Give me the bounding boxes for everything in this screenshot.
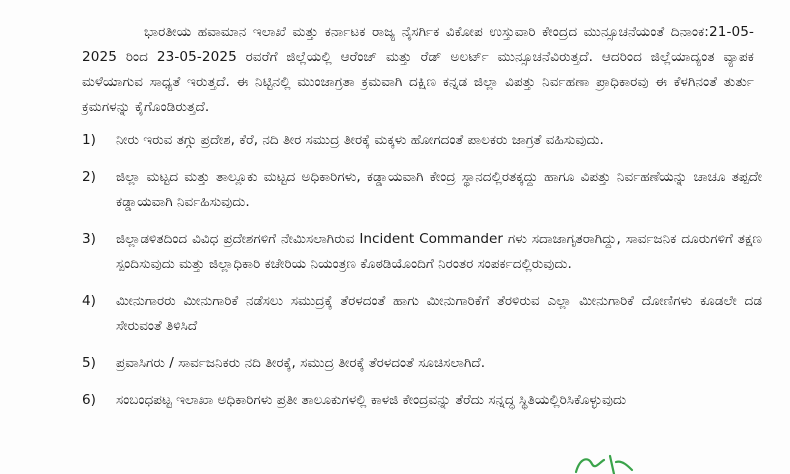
list-item-text: ನೀರು ಇರುವ ತಗ್ಗು ಪ್ರದೇಶ, ಕೆರೆ, ನದಿ ತೀರ ಸಮುದ್ರ ತೀರಕ್ಕೆ ಮಕ್ಕಳು ಹೋಗದಂತೆ ಪಾಲಕರು ಜಾಗ್ರತೆ ವಹಿಸುವುದು.: [116, 132, 604, 148]
list-item-text: ಪ್ರವಾಸಿಗರು / ಸಾರ್ವಜನಿಕರು ನದಿ ತೀರಕ್ಕೆ, ಸಮುದ್ರ ತೀರಕ್ಕೆ ತೆರಳದಂತೆ ಸೂಚಿಸಲಾಗಿದೆ.: [116, 355, 486, 371]
list-item: [82, 351, 762, 376]
list-item: [82, 289, 762, 339]
list-item: [82, 388, 762, 413]
list-item: [82, 165, 762, 215]
list-item: [82, 227, 762, 277]
list-item-number: 2): [82, 169, 96, 185]
list-item: [82, 128, 762, 153]
list-item-number: 3): [82, 231, 96, 247]
list-item-number: 6): [82, 392, 96, 408]
list-item-number: 4): [82, 293, 96, 309]
list-item-text: ಸಂಬಂಧಪಟ್ಟ ಇಲಾಖಾ ಅಧಿಕಾರಿಗಳು ಪ್ರತೀ ತಾಲೂಕುಗಳಲ್ಲಿ ಕಾಳಜಿ ಕೇಂದ್ರವನ್ನು ತೆರೆದು ಸನ್ನದ್ಧ ಸ್ಥಿತಿಯಲ್ಲಿರಿಸಿಕೊಳ್ಳುವುದು: [116, 392, 627, 408]
signature-mark: [570, 452, 640, 474]
action-list: [82, 128, 762, 425]
list-item-text: ಮೀನುಗಾರರು ಮೀನುಗಾರಿಕೆ ನಡೆಸಲು ಸಮುದ್ರಕ್ಕೆ ತೆರಳದಂತೆ ಹಾಗು ಮೀನುಗಾರಿಕೆಗೆ ತೆರಳಿರುವ ಎಲ್ಲಾ ಮೀನುಗಾರಿಕೆ ದೋಣಿಗಳು ಕೂಡಲೇ ದಡ ಸೇರುವಂತೆ ತಿಳಿಸಿದೆ: [116, 293, 762, 334]
intro-paragraph: ಭಾರತೀಯ ಹವಾಮಾನ ಇಲಾಖೆ ಮತ್ತು ಕರ್ನಾಟಕ ರಾಜ್ಯ ನೈಸರ್ಗಿಕ ವಿಕೋಪ ಉಸ್ತುವಾರಿ ಕೇಂದ್ರದ ಮುನ್ಸೂಚನೆಯಂತೆ ದಿನಾಂಕ:21-05-2025 ರಿಂದ 23-05-2025 ರವರೆಗೆ ಜಿಲ್ಲೆಯಲ್ಲಿ ಆರೆಂಜ್ ಮತ್ತು ರೆಡ್ ಅಲರ್ಟ್ ಮುನ್ಸೂಚನೆವಿರುತ್ತದೆ. ಆದರಿಂದ ಜಿಲ್ಲೆಯಾದ್ಯಂತ ವ್ಯಾಪಕ ಮಳೆಯಾಗುವ ಸಾಧ್ಯತೆ ಇರುತ್ತದೆ. ಈ ನಿಟ್ಟಿನಲ್ಲಿ ಮುಂಜಾಗ್ರತಾ ಕ್ರಮವಾಗಿ ದಕ್ಷಿಣ ಕನ್ನಡ ಜಿಲ್ಲಾ ವಿಪತ್ತು ನಿರ್ವಹಣಾ ಪ್ರಾಧಿಕಾರವು ಈ ಕೆಳಗಿನಂತೆ ತುರ್ತು ಕ್ರಮಗಳನ್ನು ಕೈಗೊಂಡಿರುತ್ತದೆ.: [82, 23, 754, 115]
list-item-number: 1): [82, 132, 96, 148]
list-item-text: ಜಿಲ್ಲಾ ಮಟ್ಟದ ಮತ್ತು ತಾಲ್ಲೂಕು ಮಟ್ಟದ ಅಧಿಕಾರಿಗಳು, ಕಡ್ಡಾಯವಾಗಿ ಕೇಂದ್ರ ಸ್ಥಾನದಲ್ಲಿರತಕ್ಕದ್ದು ಹಾಗೂ ವಿಪತ್ತು ನಿರ್ವಹಣೆಯನ್ನು ಚಾಚೂ ತಪ್ಪದೇ ಕಡ್ಡಾಯವಾಗಿ ನಿರ್ವಹಿಸುವುದು.: [116, 169, 762, 210]
list-item-number: 5): [82, 355, 96, 371]
list-item-text: ಜಿಲ್ಲಾಡಳಿತದಿಂದ ವಿವಿಧ ಪ್ರದೇಶಗಳಿಗೆ ನೇಮಿಸಲಾಗಿರುವ Incident Commander ಗಳು ಸದಾಜಾಗೃತರಾಗಿದ್ದು, ಸಾರ್ವಜನಿಕ ದೂರುಗಳಿಗೆ ತಕ್ಷಣ ಸ್ಪಂದಿಸುವುದು ಮತ್ತು ಜಿಲ್ಲಾಧಿಕಾರಿ ಕಚೇರಿಯ ನಿಯಂತ್ರಣ ಕೊಠಡಿಯೊಂದಿಗೆ ನಿರಂತರ ಸಂಪರ್ಕದಲ್ಲಿರುವುದು.: [116, 231, 762, 272]
